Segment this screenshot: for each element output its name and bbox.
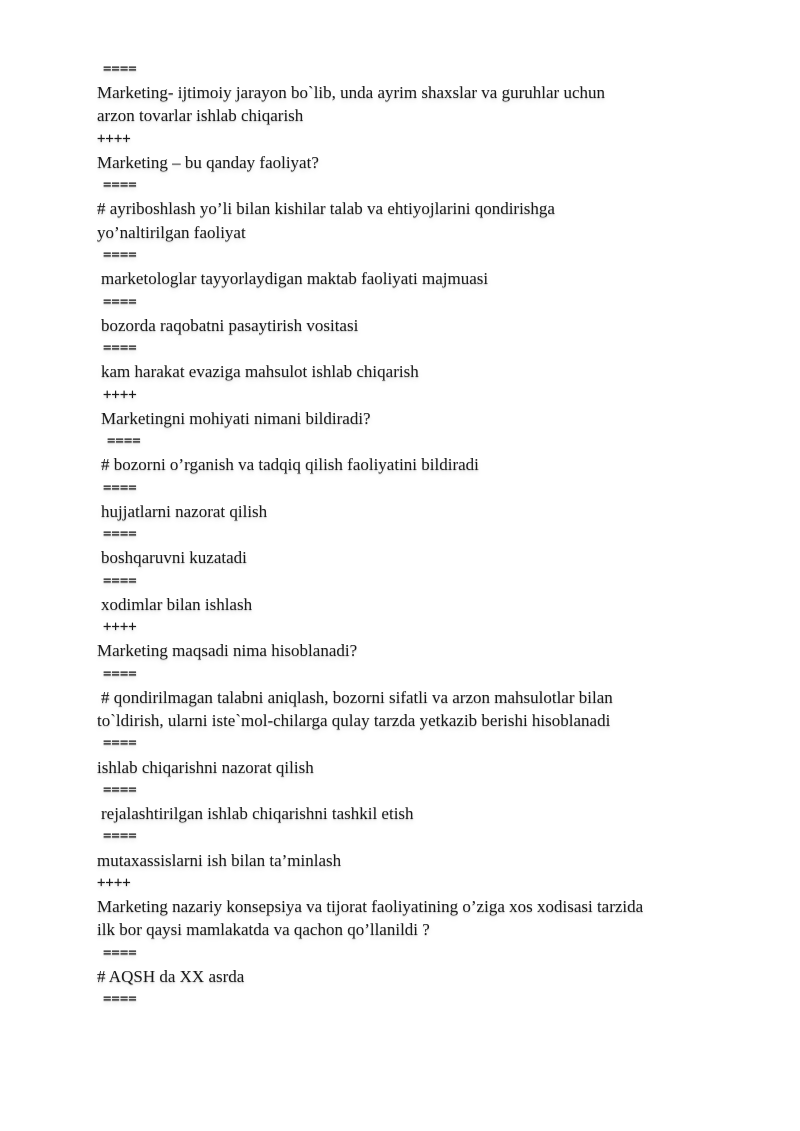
separator-equals: ==== (103, 735, 137, 751)
answer-text: ishlab chiqarishni nazorat qilish (97, 758, 314, 777)
separator-equals: ==== (103, 61, 137, 77)
correct-answer-text: # AQSH da XX asrda (97, 967, 245, 986)
question-text: Marketing nazariy konsepsiya va tijorat faoliyatining o’ziga xos xodisasi tarzida (97, 897, 644, 916)
separator-plus: ++++ (97, 131, 131, 147)
answer-text: hujjatlarni nazorat qilish (101, 502, 268, 521)
question-text: Marketing maqsadi nima hisoblanadi? (97, 641, 358, 660)
answer-text: mutaxassislarni ish bilan ta’minlash (97, 851, 342, 870)
separator-equals: ==== (103, 526, 137, 542)
separator-equals: ==== (103, 247, 137, 263)
correct-answer-text: # bozorni o’rganish va tadqiq qilish faoliyatini bildiradi (101, 455, 479, 474)
separator-equals: ==== (103, 782, 137, 798)
separator-equals: ==== (103, 573, 137, 589)
answer-text: xodimlar bilan ishlash (101, 595, 253, 614)
separator-equals: ==== (103, 340, 137, 356)
separator-plus: ++++ (97, 875, 131, 891)
separator-plus: ++++ (103, 619, 137, 635)
correct-answer-text: to`ldirish, ularni iste`mol-chilarga qulay tarzda yetkazib berishi hisoblanadi (97, 711, 611, 730)
question-text: ilk bor qaysi mamlakatda va qachon qo’llanildi ? (97, 920, 430, 939)
question-text: Marketingni mohiyati nimani bildiradi? (101, 409, 371, 428)
separator-equals: ==== (103, 294, 137, 310)
correct-answer-text: # ayriboshlash yo’li bilan kishilar talab va ehtiyojlarini qondirishga (97, 199, 555, 218)
answer-text: kam harakat evaziga mahsulot ishlab chiqarish (101, 362, 419, 381)
separator-equals: ==== (103, 177, 137, 193)
separator-equals: ==== (103, 828, 137, 844)
question-text: Marketing – bu qanday faoliyat? (97, 153, 319, 172)
separator-equals: ==== (103, 480, 137, 496)
correct-answer-text: yo’naltirilgan faoliyat (97, 223, 246, 242)
answer-text: arzon tovarlar ishlab chiqarish (97, 106, 304, 125)
separator-equals: ==== (107, 433, 141, 449)
correct-answer-text: # qondirilmagan talabni aniqlash, bozorni sifatli va arzon mahsulotlar bilan (101, 688, 613, 707)
answer-text: rejalashtirilgan ishlab chiqarishni tashkil etish (101, 804, 414, 823)
separator-plus: ++++ (103, 387, 137, 403)
separator-equals: ==== (103, 666, 137, 682)
separator-equals: ==== (103, 945, 137, 961)
answer-text: bozorda raqobatni pasaytirish vositasi (101, 316, 359, 335)
answer-text: Marketing- ijtimoiy jarayon bo`lib, unda ayrim shaxslar va guruhlar uchun (97, 83, 605, 102)
answer-text: marketologlar tayyorlaydigan maktab faoliyati majmuasi (101, 269, 489, 288)
answer-text: boshqaruvni kuzatadi (101, 548, 247, 567)
separator-equals: ==== (103, 991, 137, 1007)
